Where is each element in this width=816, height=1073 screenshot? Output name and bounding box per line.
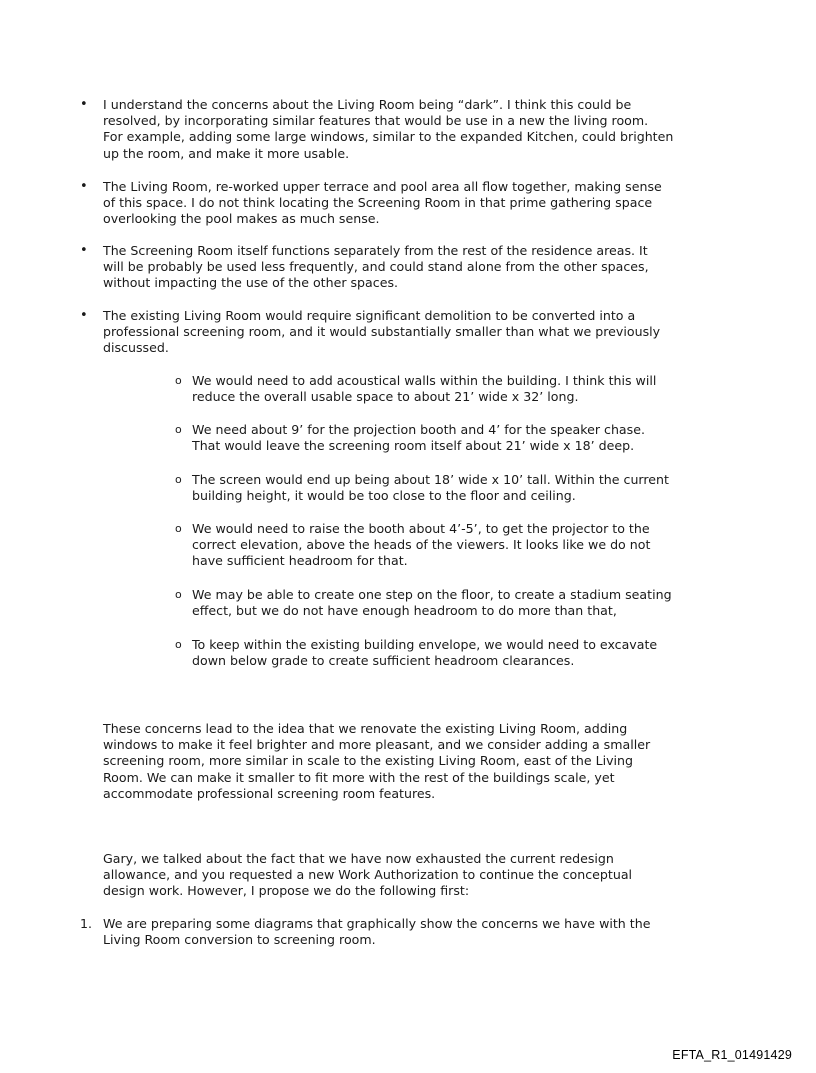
bullet-text: The Screening Room itself functions separately from the rest of the residence areas. It will be probably be used less frequently, and could stand alone from the other spaces, without impacting the use of the other spaces.: [103, 243, 649, 291]
bullet-text: The Living Room, re-worked upper terrace and pool area all flow together, making sense of this space. I do not think locating the Screening Room in that prime gathering space overlooking the pool makes as much sense.: [103, 179, 662, 227]
document-id: EFTA_R1_01491429: [672, 1048, 792, 1062]
sub-bullet-item: [175, 587, 735, 619]
sub-bullet-text: We may be able to create one step on the floor, to create a stadium seating effect, but we do not have enough headroom to do more than that,: [192, 587, 672, 619]
numbered-item: [80, 916, 730, 948]
sub-bullet-text: We need about 9’ for the projection booth and 4’ for the speaker chase. That would leave the screening room itself about 21’ wide x 18’ deep.: [192, 422, 645, 454]
paragraph: Gary, we talked about the fact that we have now exhausted the current redesign allowance, and you requested a new Work Authorization to continue the conceptual design work. However, I propose we do the following first:: [103, 851, 633, 899]
bullet-item: [80, 243, 730, 292]
sub-bullet-mark: o: [175, 522, 182, 535]
bullet-text: I understand the concerns about the Living Room being “dark”. I think this could be resolved, by incorporating similar features that would be use in a new the living room. For example, adding some large windows, similar to the expanded Kitchen, could brighten up the room, and make it more usable.: [103, 97, 674, 161]
bullet-dot: •: [80, 179, 88, 194]
sub-bullet-item: [175, 637, 735, 669]
bullet-item: [80, 97, 730, 162]
sub-bullet-text: To keep within the existing building envelope, we would need to excavate down below grade to create sufficient headroom clearances.: [192, 637, 658, 669]
numbered-mark: 1.: [80, 916, 93, 931]
sub-bullet-text: The screen would end up being about 18’ wide x 10’ tall. Within the current building height, it would be too close to the floor and ceiling.: [192, 472, 669, 504]
sub-bullet-mark: o: [175, 423, 182, 436]
paragraph: These concerns lead to the idea that we renovate the existing Living Room, adding windows to make it feel brighter and more pleasant, and we consider adding a smaller screening room, more similar in scale to the existing Living Room, east of the Living Room. We can make it smaller to fit more with the rest of the buildings scale, yet accommodate professional screening room features.: [103, 721, 651, 801]
bullet-item: [80, 179, 730, 228]
sub-bullet-text: We would need to raise the booth about 4’-5’, to get the projector to the correct elevation, above the heads of the viewers. It looks like we do not have sufficient headroom for that.: [192, 521, 651, 569]
bullet-dot: •: [80, 97, 88, 112]
bullet-dot: •: [80, 243, 88, 258]
sub-bullet-text: We would need to add acoustical walls within the building. I think this will reduce the overall usable space to about 21’ wide x 32’ long.: [192, 373, 657, 405]
sub-bullet-mark: o: [175, 374, 182, 387]
sub-bullet-mark: o: [175, 588, 182, 601]
sub-bullet-item: [175, 472, 735, 504]
bullet-text: The existing Living Room would require significant demolition to be converted into a professional screening room, and it would substantially smaller than what we previously discussed.: [103, 308, 661, 356]
bullet-dot: •: [80, 308, 88, 323]
sub-bullet-mark: o: [175, 638, 182, 651]
sub-bullet-mark: o: [175, 473, 182, 486]
numbered-text: We are preparing some diagrams that graphically show the concerns we have with the Living Room conversion to screening room.: [103, 916, 651, 948]
sub-bullet-item: [175, 422, 735, 454]
bullet-item: [80, 308, 730, 357]
sub-bullet-item: [175, 521, 735, 570]
sub-bullet-item: [175, 373, 735, 405]
